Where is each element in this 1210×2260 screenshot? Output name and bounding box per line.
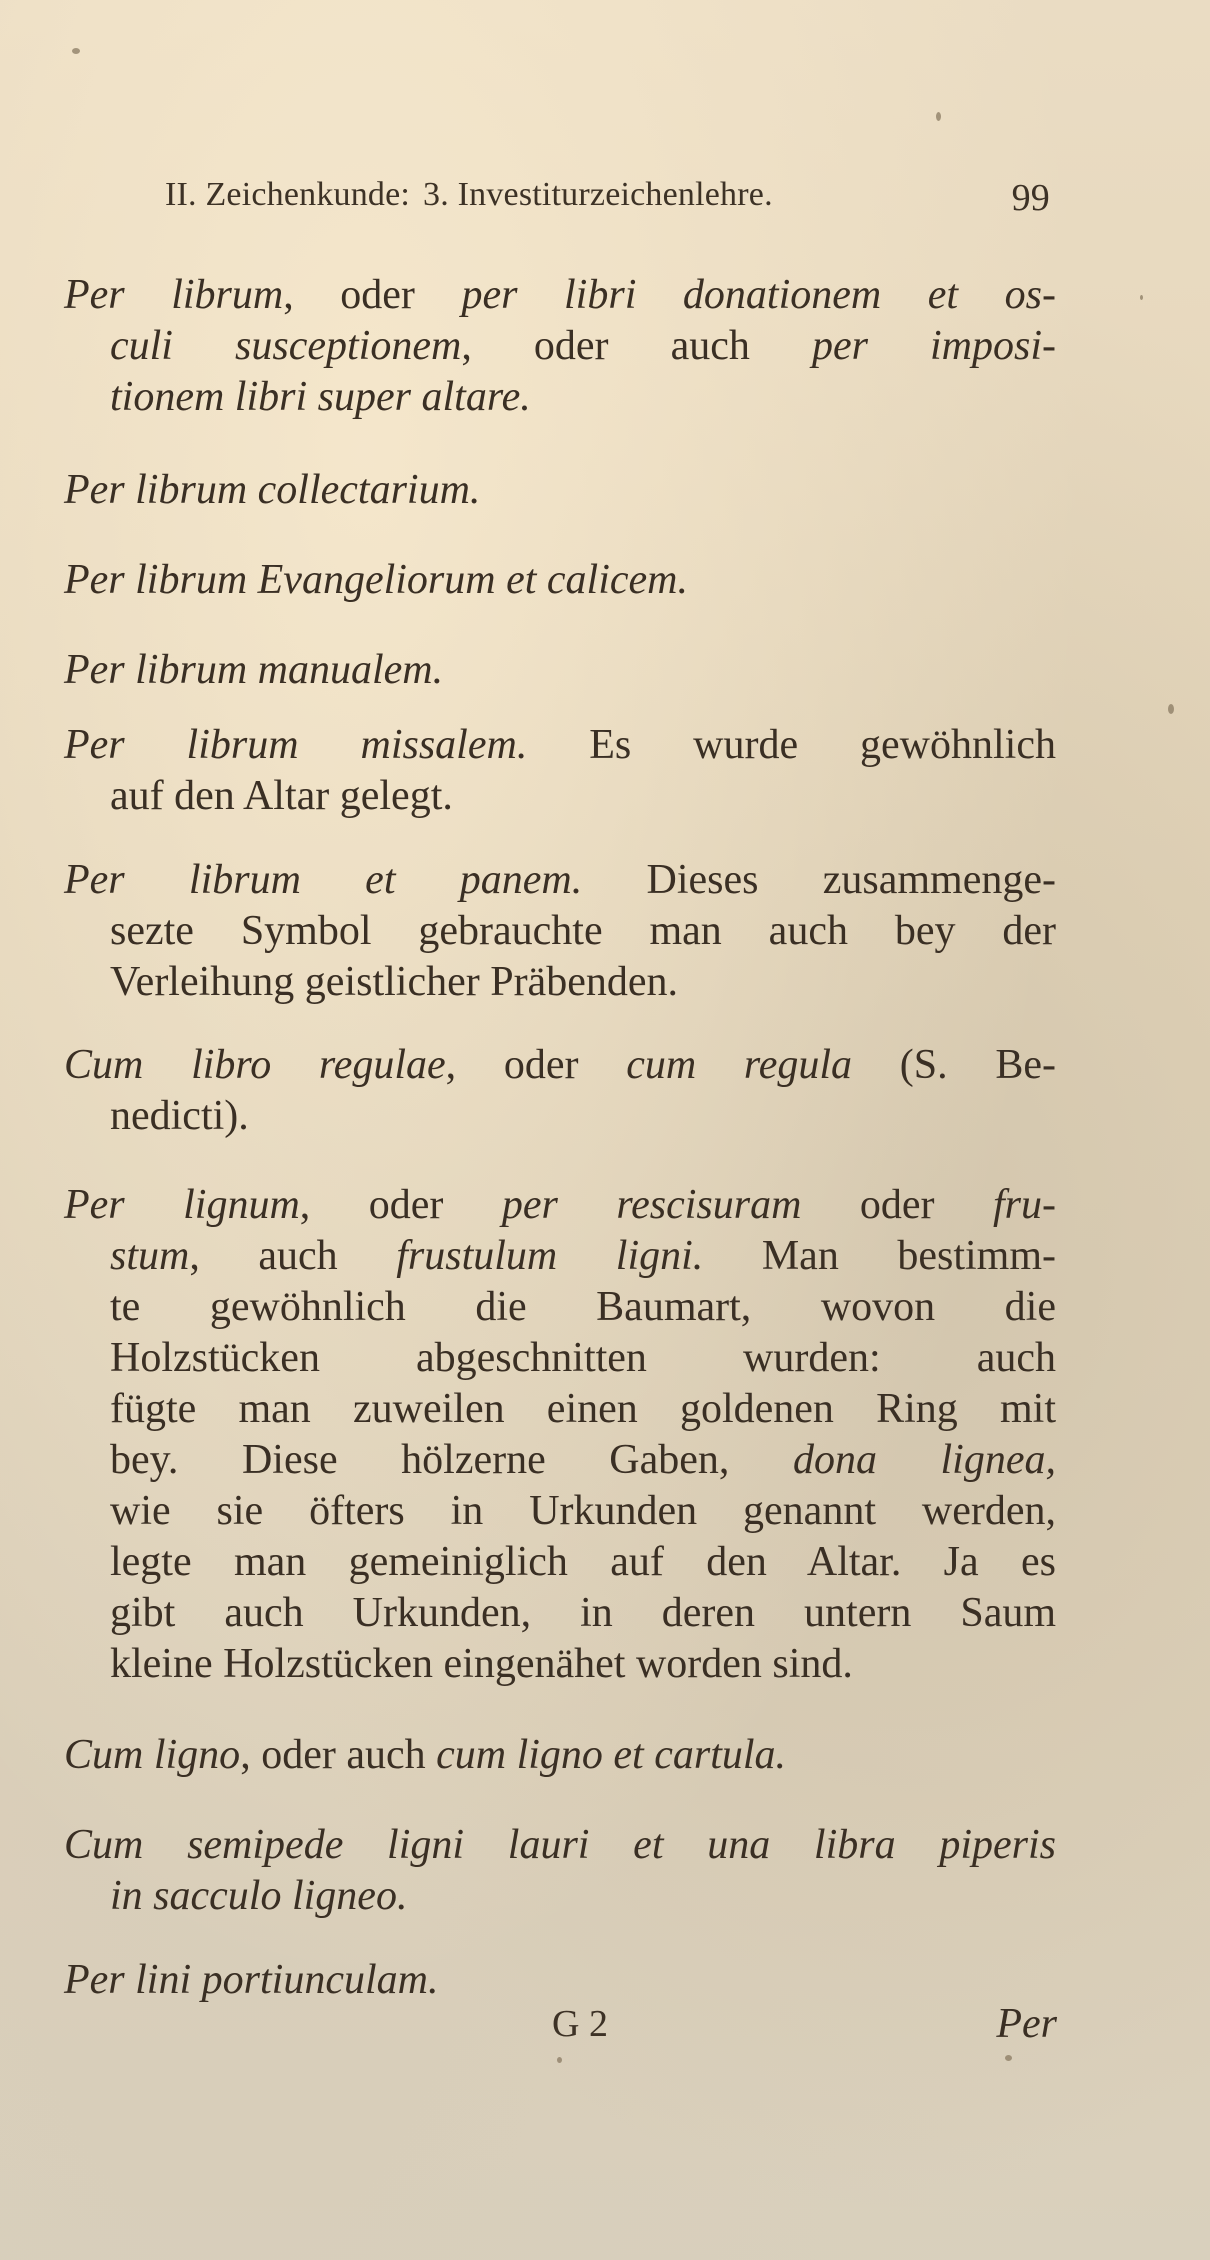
text-line — [64, 906, 1056, 957]
paper-speck — [1140, 295, 1143, 300]
text-line — [64, 321, 1056, 372]
latin-term: Per librum Evangeliorum et calicem. — [64, 557, 689, 603]
german-text: Verleihung geistlicher Präbenden. — [110, 959, 678, 1005]
latin-term: Cum libro regulae — [64, 1042, 446, 1088]
paper-speck — [1168, 704, 1174, 714]
german-text: sezte Symbol gebrauchte man auch bey der — [110, 908, 1056, 954]
text-line — [64, 270, 1056, 321]
entry-item — [64, 720, 1056, 822]
german-text: Es wurde gewöhnlich — [527, 722, 1056, 768]
running-head — [165, 176, 1050, 226]
entry-item — [64, 1040, 1056, 1142]
latin-term: Per librum manualem. — [64, 647, 444, 693]
text-line — [64, 771, 1056, 822]
german-text: , oder — [445, 1042, 627, 1088]
text-line — [64, 1091, 1056, 1142]
latin-term: dona lignea, — [792, 1437, 1056, 1483]
german-text: , oder auch — [240, 1732, 437, 1778]
latin-term: frustulum ligni. — [396, 1233, 704, 1279]
paper-speck — [557, 2057, 562, 2063]
german-text: , oder — [283, 272, 462, 318]
text-line — [64, 1730, 1056, 1781]
text-line — [64, 1180, 1056, 1231]
latin-term: Cum semipede ligni lauri et una libra piperis — [64, 1822, 1056, 1868]
text-line — [64, 1588, 1056, 1639]
latin-term: Per lini portiunculam. — [64, 1957, 439, 2003]
text-line — [64, 1537, 1056, 1588]
german-text: oder — [801, 1182, 993, 1228]
latin-term: stum — [110, 1233, 190, 1279]
entry-item — [64, 1820, 1056, 1922]
latin-term: per libri donationem et os- — [461, 272, 1056, 318]
entry-item — [64, 465, 1056, 516]
german-text: auf den Altar gelegt. — [110, 773, 453, 819]
page-number: 99 — [1011, 177, 1050, 219]
latin-term: fru- — [993, 1182, 1056, 1228]
running-head-chapter: 3. Investiturzeichenlehre. — [423, 176, 773, 213]
signature-mark: G 2 — [552, 2003, 608, 2045]
latin-term: Per librum et panem. — [64, 857, 583, 903]
entry-item — [64, 645, 1056, 696]
entry-item — [64, 1730, 1056, 1781]
catchword: Per — [996, 2001, 1057, 2047]
latin-term: tionem libri super altare. — [110, 374, 531, 420]
latin-term: Per librum collectarium. — [64, 467, 481, 513]
text-line — [64, 1955, 1056, 2006]
entry-item — [64, 855, 1056, 1008]
text-line — [64, 1282, 1056, 1333]
entry-item — [64, 1955, 1056, 2006]
text-line — [64, 645, 1056, 696]
paper-speck — [72, 48, 80, 54]
latin-term: in sacculo ligneo. — [110, 1873, 408, 1919]
german-text: , oder — [299, 1182, 502, 1228]
german-text: wie sie öfters in Urkunden genannt werden, — [110, 1488, 1056, 1534]
text-line — [64, 720, 1056, 771]
german-text: fügte man zuweilen einen goldenen Ring mit — [110, 1386, 1056, 1432]
german-text: bey. Diese hölzerne Gaben, — [110, 1437, 793, 1483]
german-text: , oder auch — [461, 323, 812, 369]
latin-term: Per librum missalem. — [64, 722, 528, 768]
german-text: nedicti). — [110, 1093, 249, 1139]
latin-term: cum ligno et cartula. — [436, 1732, 787, 1778]
text-line — [64, 855, 1056, 906]
text-line — [64, 555, 1056, 606]
german-text: kleine Holzstücken eingenähet worden sind. — [110, 1641, 853, 1687]
latin-term: Per lignum — [64, 1182, 300, 1228]
paper-speck — [936, 112, 941, 121]
text-line — [64, 1871, 1056, 1922]
text-line — [64, 1040, 1056, 1091]
text-line — [64, 372, 1056, 423]
paper-speck — [1005, 2055, 1012, 2061]
text-line — [64, 465, 1056, 516]
german-text: Man bestimm- — [703, 1233, 1056, 1279]
latin-term: per imposi- — [811, 323, 1056, 369]
text-line — [64, 1639, 1056, 1690]
text-line — [64, 957, 1056, 1008]
latin-term: Per librum — [64, 272, 284, 318]
text-line — [64, 1333, 1056, 1384]
latin-term: per rescisuram — [501, 1182, 802, 1228]
entry-item — [64, 270, 1056, 423]
text-line — [64, 1435, 1056, 1486]
entry-item — [64, 555, 1056, 606]
german-text: Dieses zusammenge- — [582, 857, 1056, 903]
german-text: (S. Be- — [852, 1042, 1056, 1088]
running-head-title: II. Zeichenkunde: — [165, 176, 411, 213]
text-line — [64, 1231, 1056, 1282]
text-line — [64, 1486, 1056, 1537]
latin-term: Cum ligno — [64, 1732, 241, 1778]
latin-term: cum regula — [626, 1042, 853, 1088]
text-line — [64, 1384, 1056, 1435]
german-text: te gewöhnlich die Baumart, wovon die — [110, 1284, 1056, 1330]
german-text: gibt auch Urkunden, in deren untern Saum — [110, 1590, 1056, 1636]
entry-item — [64, 1180, 1056, 1690]
german-text: , auch — [189, 1233, 397, 1279]
german-text: legte man gemeiniglich auf den Altar. Ja es — [110, 1539, 1056, 1585]
latin-term: culi susceptionem — [110, 323, 462, 369]
text-line — [64, 1820, 1056, 1871]
german-text: Holzstücken abgeschnitten wurden: auch — [110, 1335, 1056, 1381]
